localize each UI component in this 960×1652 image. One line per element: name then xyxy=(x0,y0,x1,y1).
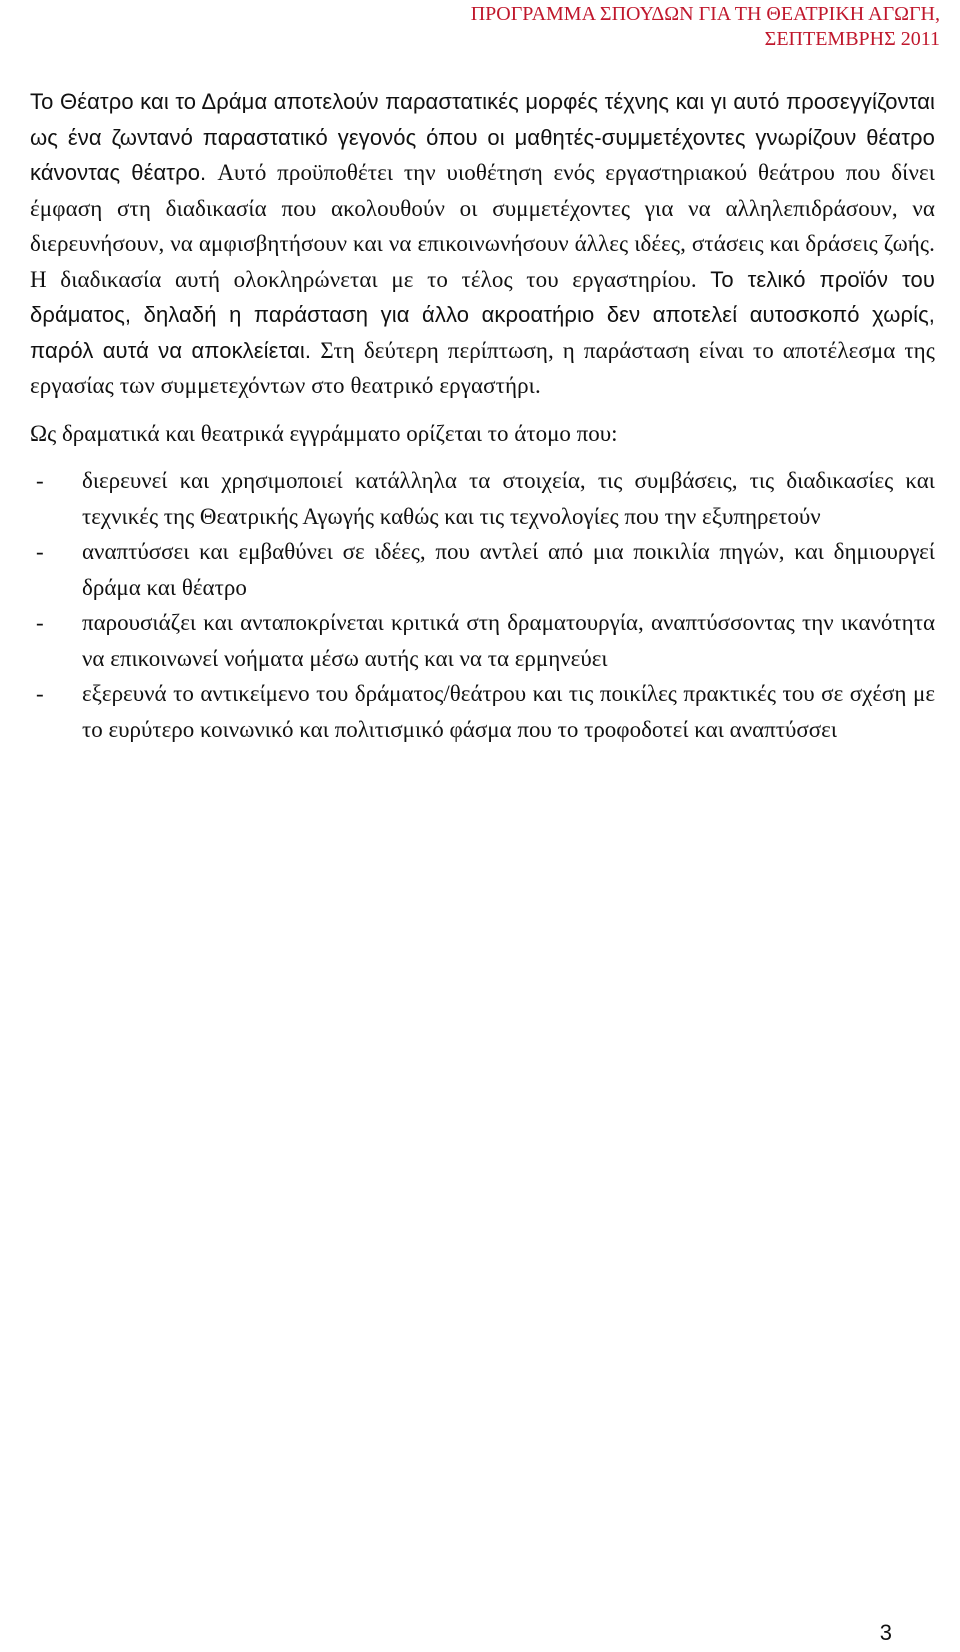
header-line-1: ΠΡΟΓΡΑΜΜΑ ΣΠΟΥΔΩΝ ΓΙΑ ΤΗ ΘΕΑΤΡΙΚΗ ΑΓΩΓΗ, xyxy=(470,3,940,25)
running-header xyxy=(471,2,940,52)
list-item xyxy=(30,676,935,747)
list-dash: - xyxy=(36,610,44,635)
list-item-text: διερευνεί και χρησιμοποιεί κατάλληλα τα στοιχεία, τις συμβάσεις, τις διαδικασίες και τεχνικές της Θεατρικής Αγωγής καθώς και τις τεχνολογίες που την εξυπηρετούν xyxy=(82,468,935,529)
list-item xyxy=(30,605,935,676)
header-line-2: ΣΕΠΤΕΜΒΡΗΣ 2011 xyxy=(764,28,940,50)
page-number: 3 xyxy=(879,1620,892,1645)
list-dash: - xyxy=(36,468,44,493)
paragraph-1-part-b: Αυτό προϋποθέτει την υιοθέτηση ενός εργαστηριακού θεάτρου που δίνει έμφαση στη διαδικασία που ακολουθούν οι συμμετέχοντες για να αλληλεπιδράσουν, να διερευνήσουν, να αμφισβητήσουν και να επικοινωνήσουν άλλες ιδέες, στάσεις και δράσεις ζωής. Η διαδικασία αυτή ολοκληρώνεται με το τέλος του εργαστηρίου. xyxy=(30,160,935,292)
paragraph-theatre-definition xyxy=(30,84,935,404)
list-dash: - xyxy=(36,539,44,564)
list-item xyxy=(30,534,935,605)
list-item-text: εξερευνά το αντικείμενο του δράματος/θεάτρου και τις ποικίλες πρακτικές του σε σχέση με το ευρύτερο κοινωνικό και πολιτισμικό φάσμα που το τροφοδοτεί και αναπτύσσει xyxy=(82,681,935,742)
literacy-criteria-list xyxy=(30,463,935,747)
paragraph-1-part-a: Το Θέατρο και το Δράμα αποτελούν παραστατικές μορφές τέχνης και γι αυτό προσεγγίζονται ως ένα ζωντανό παραστατικό γεγονός όπου οι μαθητές-συμμετέχοντες γνωρίζουν θέατρο κάνοντας θέατρο. xyxy=(30,89,935,185)
list-item-text: αναπτύσσει και εμβαθύνει σε ιδέες, που αντλεί από μια ποικιλία πηγών, και δημιουργεί δράμα και θέατρο xyxy=(82,539,935,600)
body-text xyxy=(30,84,935,747)
list-item xyxy=(30,463,935,534)
list-dash: - xyxy=(36,681,44,706)
paragraph-literacy-intro: Ως δραματικά και θεατρικά εγγράμματο ορίζεται το άτομο που: xyxy=(30,420,618,446)
paragraph-1-part-c: Το τελικό προϊόν του δράματος, δηλαδή η παράσταση για άλλο ακροατήριο δεν αποτελεί αυτοσκοπό χωρίς, παρόλ αυτά να αποκλείεται. xyxy=(30,266,935,363)
paragraph-1-part-d: Στη δεύτερη περίπτωση, η παράσταση είναι το αποτέλεσμα της εργασίας των συμμετεχόντων στο θεατρικό εργαστήρι. xyxy=(30,337,936,398)
list-item-text: παρουσιάζει και ανταποκρίνεται κριτικά στη δραματουργία, αναπτύσσοντας την ικανότητα να επικοινωνεί νοήματα μέσω αυτής και να τα ερμηνεύει xyxy=(82,610,935,671)
